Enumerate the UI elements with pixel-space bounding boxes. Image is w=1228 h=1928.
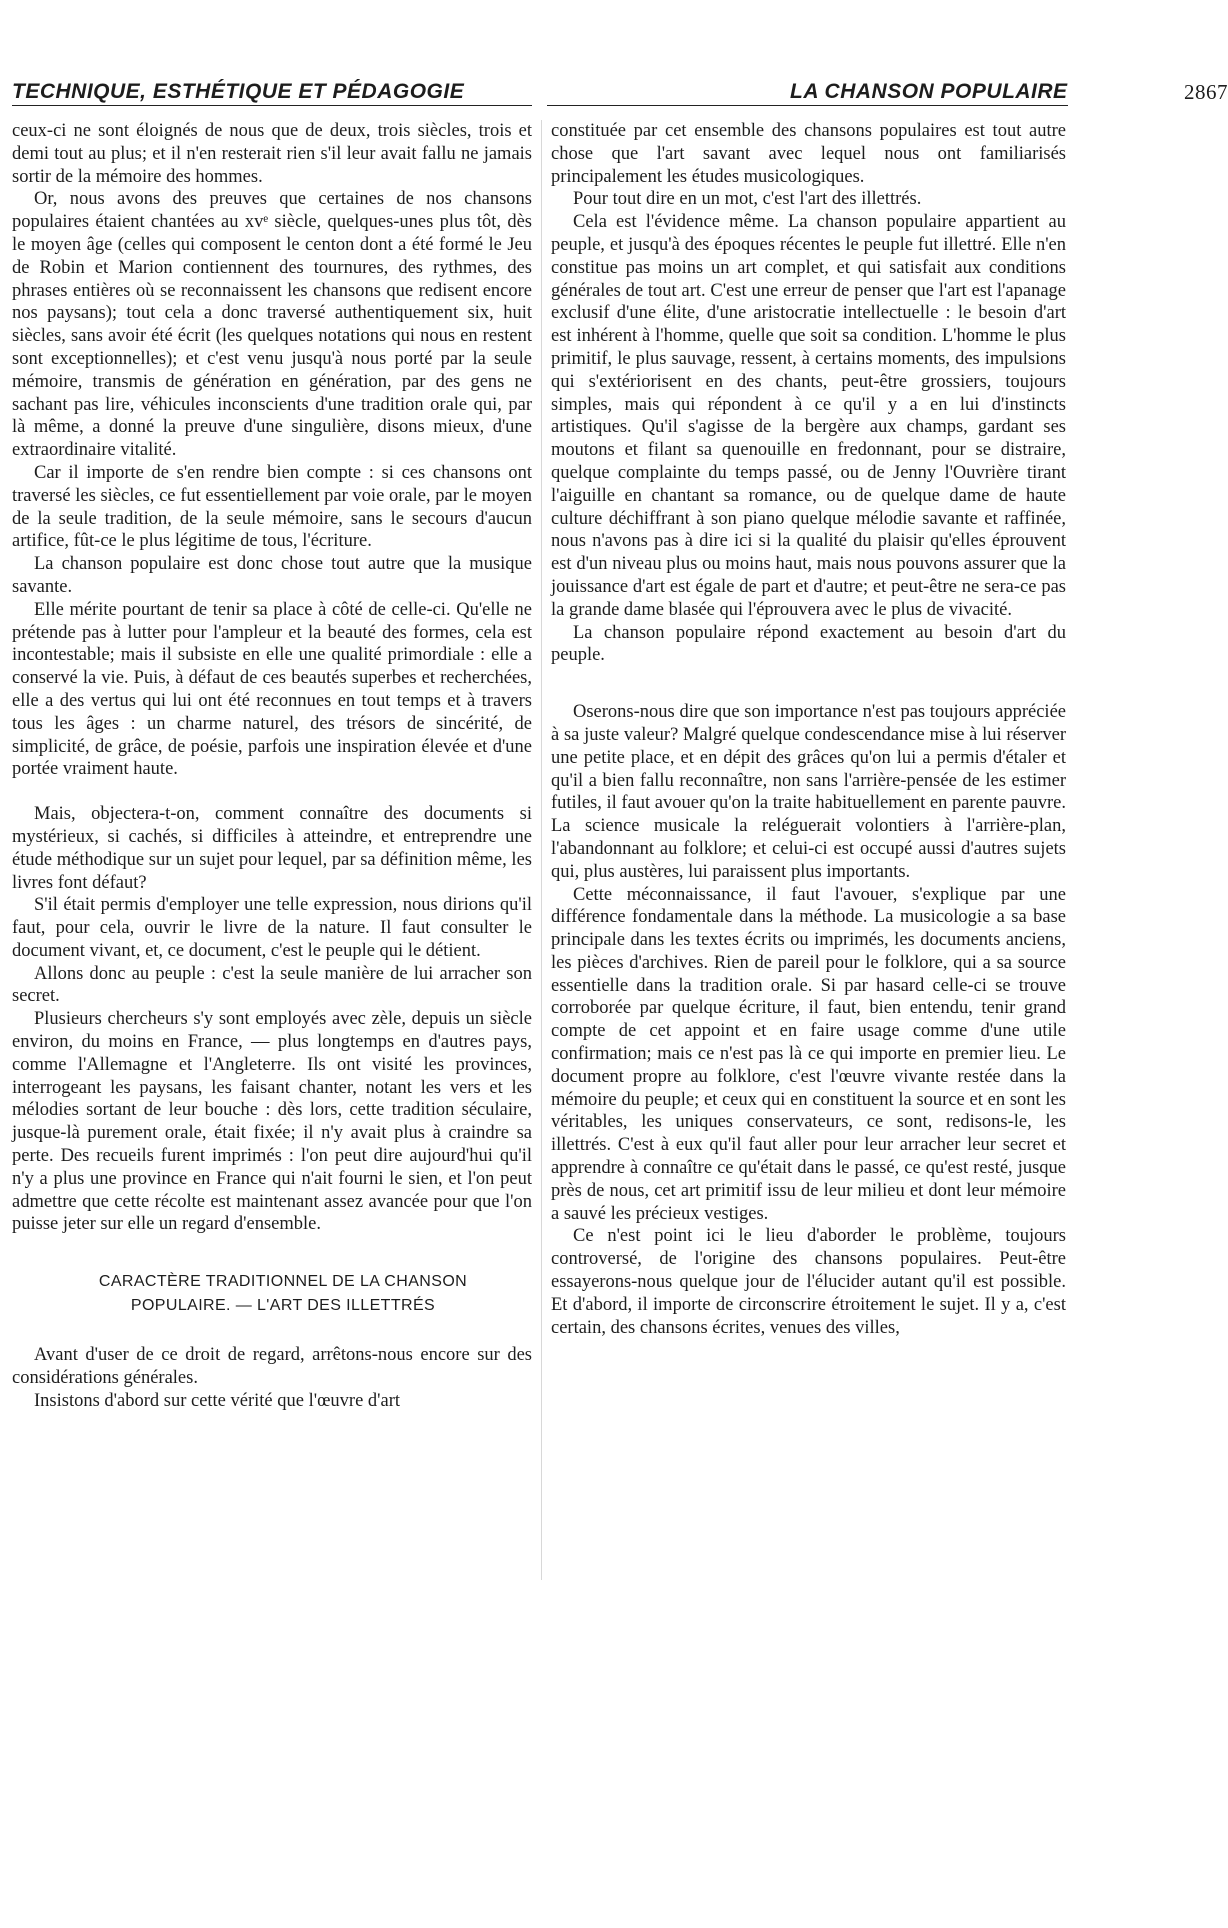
header-right-title: LA CHANSON POPULAIRE bbox=[790, 80, 1068, 103]
paragraph: Oserons-nous dire que son importance n'est pas toujours appréciée à sa juste valeur? Malgré quelque condescendance mise à lui réserver une petite place, et en dépit des grâces qu'on lui a permis d'étaler et qu'il a bien fallu reconnaître, non sans l'arrière-pensée de les estimer futiles, il faut avouer qu'on la traite habituellement en parente pauvre. La science musicale la reléguerait volontiers à l'arrière-plan, l'abandonnant au folklore; et celui-ci est occupé aussi d'autres sujets qui, plus austères, lui paraissent plus importants. bbox=[551, 702, 1066, 882]
paragraph: Elle mérite pourtant de tenir sa place à côté de celle-ci. Qu'elle ne prétende pas à lutter pour l'ampleur et la beauté des formes, cela est incontestable; mais il subsiste en elle une qualité primordiale : elle a conservé la vie. Puis, à défaut de ces beautés superbes et recherchées, elle a des vertus qui lui ont été reconnues en tout temps et à travers tous les âges : un charme naturel, des trésors de sincérité, de simplicité, de grâce, de poésie, parfois une inspiration élevée et d'une portée vraiment haute. bbox=[12, 599, 532, 780]
paragraph: Plusieurs chercheurs s'y sont employés avec zèle, depuis un siècle environ, du moins en France, — plus longtemps en d'autres pays, comme l'Allemagne et l'Angleterre. Ils ont visité les provinces, interrogeant les paysans, les faisant chanter, notant les vers et les mélodies sortant de leur bouche : dès lors, cette tradition séculaire, jusque-là purement orale, était fixée; il n'y avait plus à craindre sa perte. Des recueils furent imprimés : l'on peut dire aujourd'hui qu'il n'y a plus une province en France qui n'ait fourni le sien, et l'on peut admettre que cette récolte est maintenant assez avancée pour que l'on puisse jeter sur elle un regard d'ensemble. bbox=[12, 1009, 532, 1235]
paragraph: Pour tout dire en un mot, c'est l'art des illettrés. bbox=[573, 189, 922, 210]
paragraph: Allons donc au peuple : c'est la seule manière de lui arracher son secret. bbox=[12, 963, 532, 1007]
paragraph: La chanson populaire répond exactement au besoin d'art du peuple. bbox=[551, 622, 1066, 666]
left-column bbox=[12, 120, 532, 1413]
paragraph: Or, nous avons des preuves que certaines de nos chansons populaires étaient chantées au xvᵉ siècle, quelques-unes plus tôt, dès le moyen âge (celles qui composent le centon dont a été formé le Jeu de Robin et Marion contiennent des tournures, des rythmes, des phrases entières où se reconnaissent les chansons que redisent encore nos paysans); tout cela a donc traversé authentiquement six, huit siècles, sans avoir été écrit (les quelques notations qui nous en restent sont exceptionnelles); et c'est venu jusqu'à nous porté par la seule mémoire, transmis de génération en génération, par des gens ne sachant pas lire, véhicules inconscients d'une tradition orale qui, par là même, a donné la preuve d'une singulière, disons mieux, d'une extraordinaire vitalité. bbox=[12, 189, 532, 461]
paragraph: Ce n'est point ici le lieu d'aborder le problème, toujours controversé, de l'origine des chansons populaires. Peut-être essayerons-nous quelque jour de l'élucider autant qu'il est possible. Et d'abord, il importe de circonscrire étroitement le sujet. Il y a, c'est certain, des chansons écrites, venues des villes, bbox=[551, 1226, 1066, 1338]
header-rule-left bbox=[12, 105, 532, 106]
running-header bbox=[0, 80, 1228, 106]
paragraph: La chanson populaire est donc chose tout autre que la musique savante. bbox=[12, 554, 532, 597]
paragraph-gap bbox=[12, 781, 532, 803]
page-number: 2867 bbox=[1184, 80, 1228, 104]
section-gap bbox=[12, 1318, 532, 1344]
section-gap bbox=[12, 1236, 532, 1270]
paragraph: Car il importe de s'en rendre bien compte : si ces chansons ont traversé les siècles, ce fut essentiellement par voie orale, par le moyen de la seule tradition, de la seule mémoire, sans le secours d'aucun artifice, fût-ce le plus légitime de tous, l'écriture. bbox=[12, 462, 532, 552]
paragraph: constituée par cet ensemble des chansons populaires est tout autre chose que l'art savant avec lequel nous ont familiarisés principalement les études musicologiques. bbox=[551, 121, 1066, 187]
paragraph: Cela est l'évidence même. La chanson populaire appartient au peuple, et jusqu'à des époques récentes le peuple fut illettré. Elle n'en constitue pas moins un art complet, et qui satisfait aux conditions générales de tout art. C'est une erreur de penser que l'art est l'apanage exclusif d'une élite, d'une aristocratie intellectuelle : le besoin d'art est inhérent à l'homme, quelle que soit sa condition. L'homme le plus primitif, le plus sauvage, ressent, à certains moments, des impulsions qui s'extériorisent en des chants, peut-être grossiers, toujours simples, mais qui répondent à ce qu'il y a en lui d'instincts artistiques. Qu'il s'agisse de la bergère aux champs, gardant ses moutons et filant sa quenouille en fredonnant, pour se distraire, quelque complainte du temps passé, ou de Jenny l'Ouvrière tirant l'aiguille en chantant sa romance, ou de quelque dame de haute culture déchiffrant à son piano quelque mélodie savante et raffinée, nous n'avons pas à dire ici si la qualité du plaisir qu'elles éprouvent est d'un niveau plus ou moins haut, mais nous pouvons assurer que la jouissance d'art est égale de part et d'autre; et peut-être ne sera-ce pas la grande dame blasée qui l'éprouvera avec le plus de vivacité. bbox=[551, 212, 1066, 620]
section-heading-continued: POPULAIRE. — L'ART DES ILLETTRÉS bbox=[130, 1297, 436, 1315]
column-divider bbox=[541, 120, 542, 1580]
paragraph: Insistons d'abord sur cette vérité que l'œuvre d'art bbox=[34, 1390, 401, 1411]
paragraph: Cette méconnaissance, il faut l'avouer, s'explique par une différence fondamentale dans la méthode. La musicologie a sa base principale dans les textes écrits ou imprimés, les documents anciens, les pièces d'archives. Rien de pareil pour le folklore, qui a sa source essentielle dans la tradition orale. Si par hasard celle-ci se trouve corroborée par quelque écriture, il faut, bien entendu, tenir grand compte de cet appoint et en faire usage comme d'une utile confirmation; mais ce n'est pas là ce qui importe en premier lieu. Le document propre au folklore, c'est l'œuvre vivante restée dans la mémoire du peuple; et ceux qui en constituent la source et en sont les véritables, les uniques conservateurs, ce sont, redisons-le, les illettrés. C'est à eux qu'il faut aller pour leur arracher leur secret et apprendre à connaître ce qu'était dans le passé, ce qu'est resté, jusque près de nous, cet art primitif issu de leur milieu et dont leur mémoire a sauvé les précieux vestiges. bbox=[551, 884, 1066, 1224]
header-left-title: TECHNIQUE, ESTHÉTIQUE ET PÉDAGOGIE bbox=[12, 80, 465, 103]
header-rule-right bbox=[547, 105, 1068, 106]
paragraph-gap bbox=[551, 667, 1066, 701]
right-column bbox=[551, 120, 1066, 1339]
paragraph: ceux-ci ne sont éloignés de nous que de deux, trois siècles, trois et demi tout au plus; et il n'en resterait rien s'il leur avait fallu ne jamais sortir de la mémoire des hommes. bbox=[12, 121, 532, 187]
paragraph: Avant d'user de ce droit de regard, arrêtons-nous encore sur des considérations générales. bbox=[12, 1345, 532, 1389]
paragraph: Mais, objectera-t-on, comment connaître des documents si mystérieux, si cachés, si difficiles à atteindre, et entreprendre une étude méthodique sur un sujet pour lequel, par sa définition même, les livres font défaut? bbox=[12, 804, 532, 893]
paragraph: S'il était permis d'employer une telle expression, nous dirions qu'il faut, pour cela, ouvrir le livre de la nature. Il faut consulter le document vivant, et, ce document, c'est le peuple qui le détient. bbox=[12, 895, 532, 961]
section-heading: CARACTÈRE TRADITIONNEL DE LA CHANSON bbox=[98, 1273, 468, 1291]
